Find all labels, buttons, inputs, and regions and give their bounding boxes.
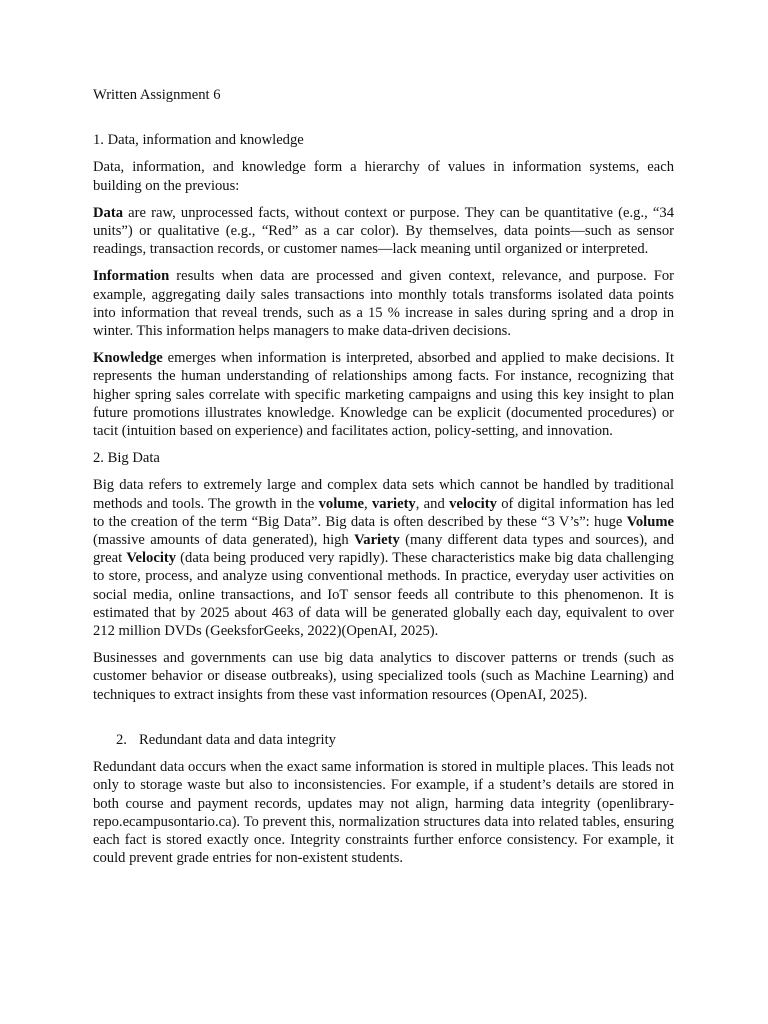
document-page <box>93 86 674 876</box>
term-information: Information <box>93 268 170 285</box>
paragraph-big-data-analytics: Businesses and governments can use big data analytics to discover patterns or trends (such as customer behavior or disease outbreaks), using specialized tools (such as Machine Learning) and techniques to extract insights from these vast information resources (OpenAI, 2025). <box>93 650 674 703</box>
list-number: 2. <box>116 731 127 748</box>
section-heading-data-information-knowledge: 1. Data, information and knowledge <box>93 132 304 149</box>
paragraph-information: Information results when data are processed and given context, relevance, and purpose. For example, aggregating daily sales transactions into monthly totals transforms isolated data points into information that reveal trends, such as a 15 % increase in sales during spring and a drop in winter. This information helps managers to make data-driven decisions. <box>93 268 674 340</box>
paragraph-big-data-definition: Big data refers to extremely large and complex data sets which cannot be handled by traditional methods and tools. The growth in the volume, variety, and velocity of digital information has led to the creation of the term “Big Data”. Big data is often described by these “3 V’s”: huge Volume (massive amounts of data generated), high Variety (many different data types and sources), and great Velocity (data being produced very rapidly). These characteristics make big data challenging to store, process, and analyze using conventional methods. In practice, everyday user activities on social media, online transactions, and IoT sensor feeds all contribute to this phenomenon. It is estimated that by 2025 about 463 of data will be generated globally each day, equivalent to over 212 million DVDs (GeeksforGeeks, 2022)(OpenAI, 2025). <box>93 477 675 640</box>
paragraph-knowledge: Knowledge emerges when information is interpreted, absorbed and applied to make decisions. It represents the human understanding of relationships among facts. For instance, recognizing that higher spring sales correlate with specific marketing campaigns and using this key insight to plan future promotions illustrates knowledge. Knowledge can be explicit (documented procedures) or tacit (intuition based on experience) and facilitates action, policy-setting, and innovation. <box>93 350 674 440</box>
section-heading-text: Redundant data and data integrity <box>139 731 336 748</box>
term-data: Data <box>93 204 123 221</box>
paragraph-hierarchy-intro: Data, information, and knowledge form a hierarchy of values in information systems, each building on the previous: <box>93 159 674 194</box>
paragraph-redundant-data: Redundant data occurs when the exact same information is stored in multiple places. This leads not only to storage waste but also to inconsistencies. For example, if a student’s details are stored in both course and payment records, updates may not align, harming data integrity (openlibrary-repo.ecampusontario.ca). To prevent this, normalization structures data into related tables, ensuring each fact is stored exactly once. Integrity constraints further enforce consistency. For example, it could prevent grade entries for non-existent students. <box>93 759 674 867</box>
section-heading-big-data: 2. Big Data <box>93 450 160 467</box>
section-spacer <box>93 713 674 731</box>
paragraph-data: Data are raw, unprocessed facts, without context or purpose. They can be quantitative (e.g., “34 units”) or qualitative (e.g., “Red” as a car color). By themselves, data points—such as sensor readings, transaction records, or customer names—lack meaning until organized or interpreted. <box>93 204 674 258</box>
section-heading-redundant-data <box>93 731 674 749</box>
document-title: Written Assignment 6 <box>93 87 221 103</box>
term-knowledge: Knowledge <box>93 350 163 367</box>
